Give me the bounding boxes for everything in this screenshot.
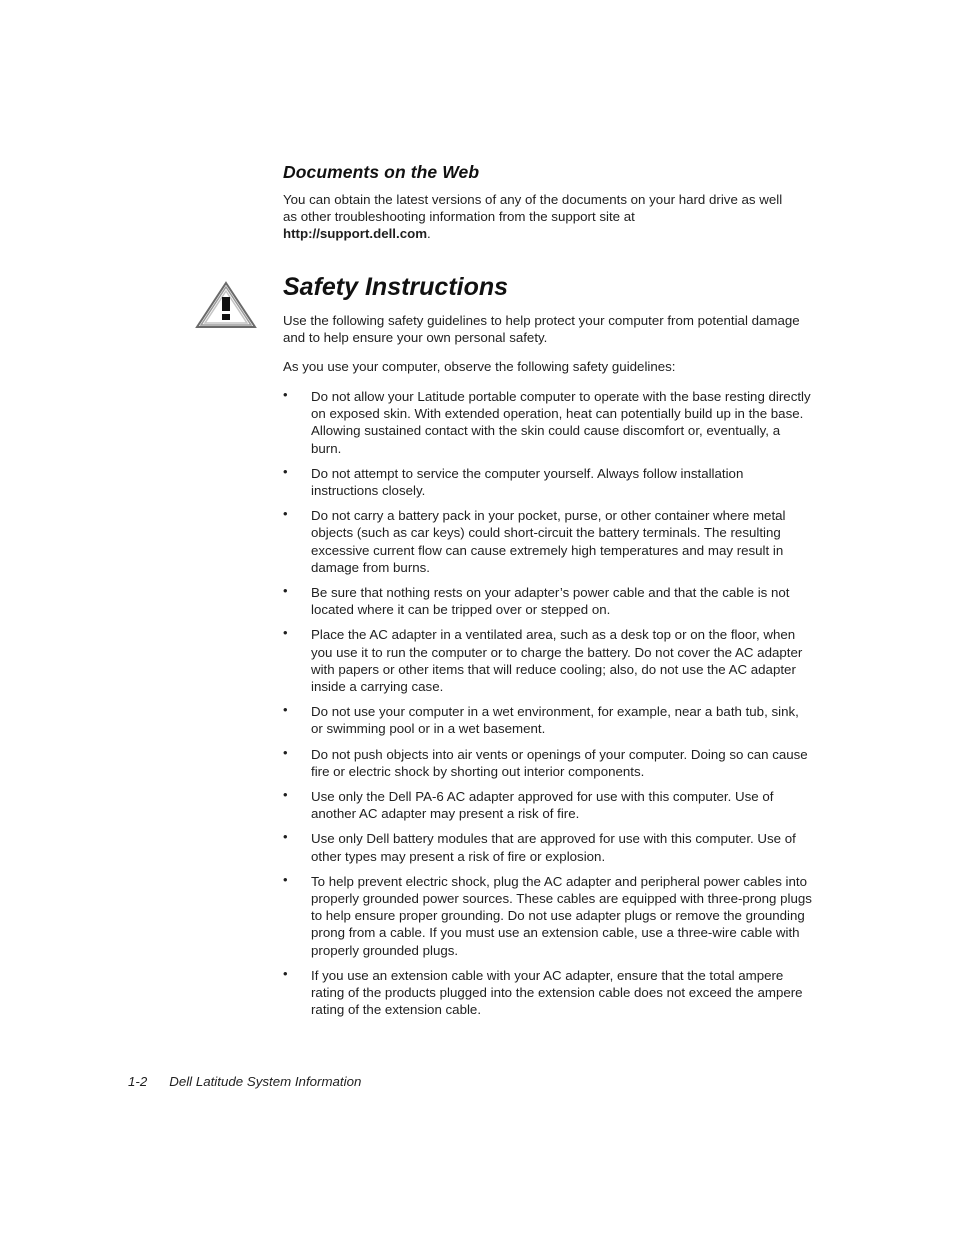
bullet-icon: •: [283, 625, 288, 641]
bullet-icon: •: [283, 829, 288, 845]
list-item: [283, 746, 813, 780]
list-item-text: Do not attempt to service the computer yourself. Always follow installation instructions closely.: [311, 465, 744, 499]
list-item-text: Use only Dell battery modules that are approved for use with this computer. Use of other types may present a risk of fire or explosion.: [311, 831, 796, 864]
bullet-icon: •: [283, 583, 288, 599]
safety-observe: As you use your computer, observe the following safety guidelines:: [283, 359, 676, 374]
list-item: [283, 703, 813, 737]
list-item-text: Do not allow your Latitude portable computer to operate with the base resting directly on exposed skin. With extended operation, heat can potentially build up in the base. Allowing sustained contact with the skin could cause discomfort or, eventually, a burn.: [311, 389, 811, 456]
page-footer: [128, 1074, 361, 1089]
list-item: [283, 788, 813, 822]
list-item: [283, 873, 813, 959]
web-paragraph-end: .: [427, 226, 431, 242]
page-number: 1-2: [128, 1074, 148, 1089]
bullet-icon: •: [283, 965, 288, 981]
section-heading-documents-on-web: Documents on the Web: [283, 162, 480, 182]
bullet-icon: •: [283, 787, 288, 803]
safety-guidelines-list: [283, 388, 813, 1027]
bullet-icon: •: [283, 744, 288, 760]
list-item-text: Do not carry a battery pack in your pocket, purse, or other container where metal objects (such as car keys) could short-circuit the battery terminals. The resulting excessive current flow can cause extremely high temperatures and may result in damage from burns.: [311, 508, 786, 575]
list-item: [283, 465, 813, 499]
safety-intro: Use the following safety guidelines to help protect your computer from potential damage and to help ensure your own personal safety.: [283, 313, 800, 346]
list-item-text: To help prevent electric shock, plug the AC adapter and peripheral power cables into properly grounded power sources. These cables are equipped with three-prong plugs to help ensure proper grounding. Do not use adapter plugs or remove the grounding prong from a cable. If you must use an extension cable, use a three-wire cable with properly grounded plugs.: [311, 873, 812, 958]
list-item: [283, 626, 813, 695]
support-link[interactable]: http://support.dell.com: [283, 226, 428, 242]
list-item-text: Do not use your computer in a wet environment, for example, near a bath tub, sink, or swimming pool or in a wet basement.: [311, 704, 799, 737]
warning-triangle-icon: [195, 281, 257, 329]
footer-title: Dell Latitude System Information: [169, 1074, 362, 1089]
bullet-icon: •: [283, 506, 288, 522]
web-paragraph-text: You can obtain the latest versions of any of the documents on your hard drive as well as other troubleshooting information from the support site at: [283, 192, 783, 225]
bullet-icon: •: [283, 387, 288, 402]
page-title-safety-instructions: Safety Instructions: [283, 273, 509, 301]
list-item-text: Be sure that nothing rests on your adapter’s power cable and that the cable is not located where it can be tripped over or stepped on.: [311, 585, 790, 618]
list-item-text: Use only the Dell PA-6 AC adapter approved for use with this computer. Use of another AC adapter may present a risk of fire.: [311, 789, 774, 822]
bullet-icon: •: [283, 871, 288, 887]
list-item: [283, 830, 813, 864]
list-item: [283, 388, 813, 457]
bullet-icon: •: [283, 702, 288, 718]
list-item-text: Place the AC adapter in a ventilated area, such as a desk top or on the floor, when you use it to run the computer or to charge the battery. Do not cover the AC adapter with papers or other items that will reduce cooling; also, do not use the AC adapter inside a carrying case.: [311, 627, 803, 695]
list-item: [283, 967, 813, 1019]
web-paragraph: [283, 191, 783, 243]
list-item-text: If you use an extension cable with your AC adapter, ensure that the total ampere rating of the products plugged into the extension cable does not exceed the ampere rating of the extension cable.: [311, 967, 803, 1018]
list-item-text: Do not push objects into air vents or openings of your computer. Doing so can cause fire or electric shock by shorting out interior components.: [311, 746, 808, 779]
list-item: [283, 507, 813, 576]
bullet-icon: •: [283, 463, 288, 479]
list-item: [283, 584, 813, 618]
